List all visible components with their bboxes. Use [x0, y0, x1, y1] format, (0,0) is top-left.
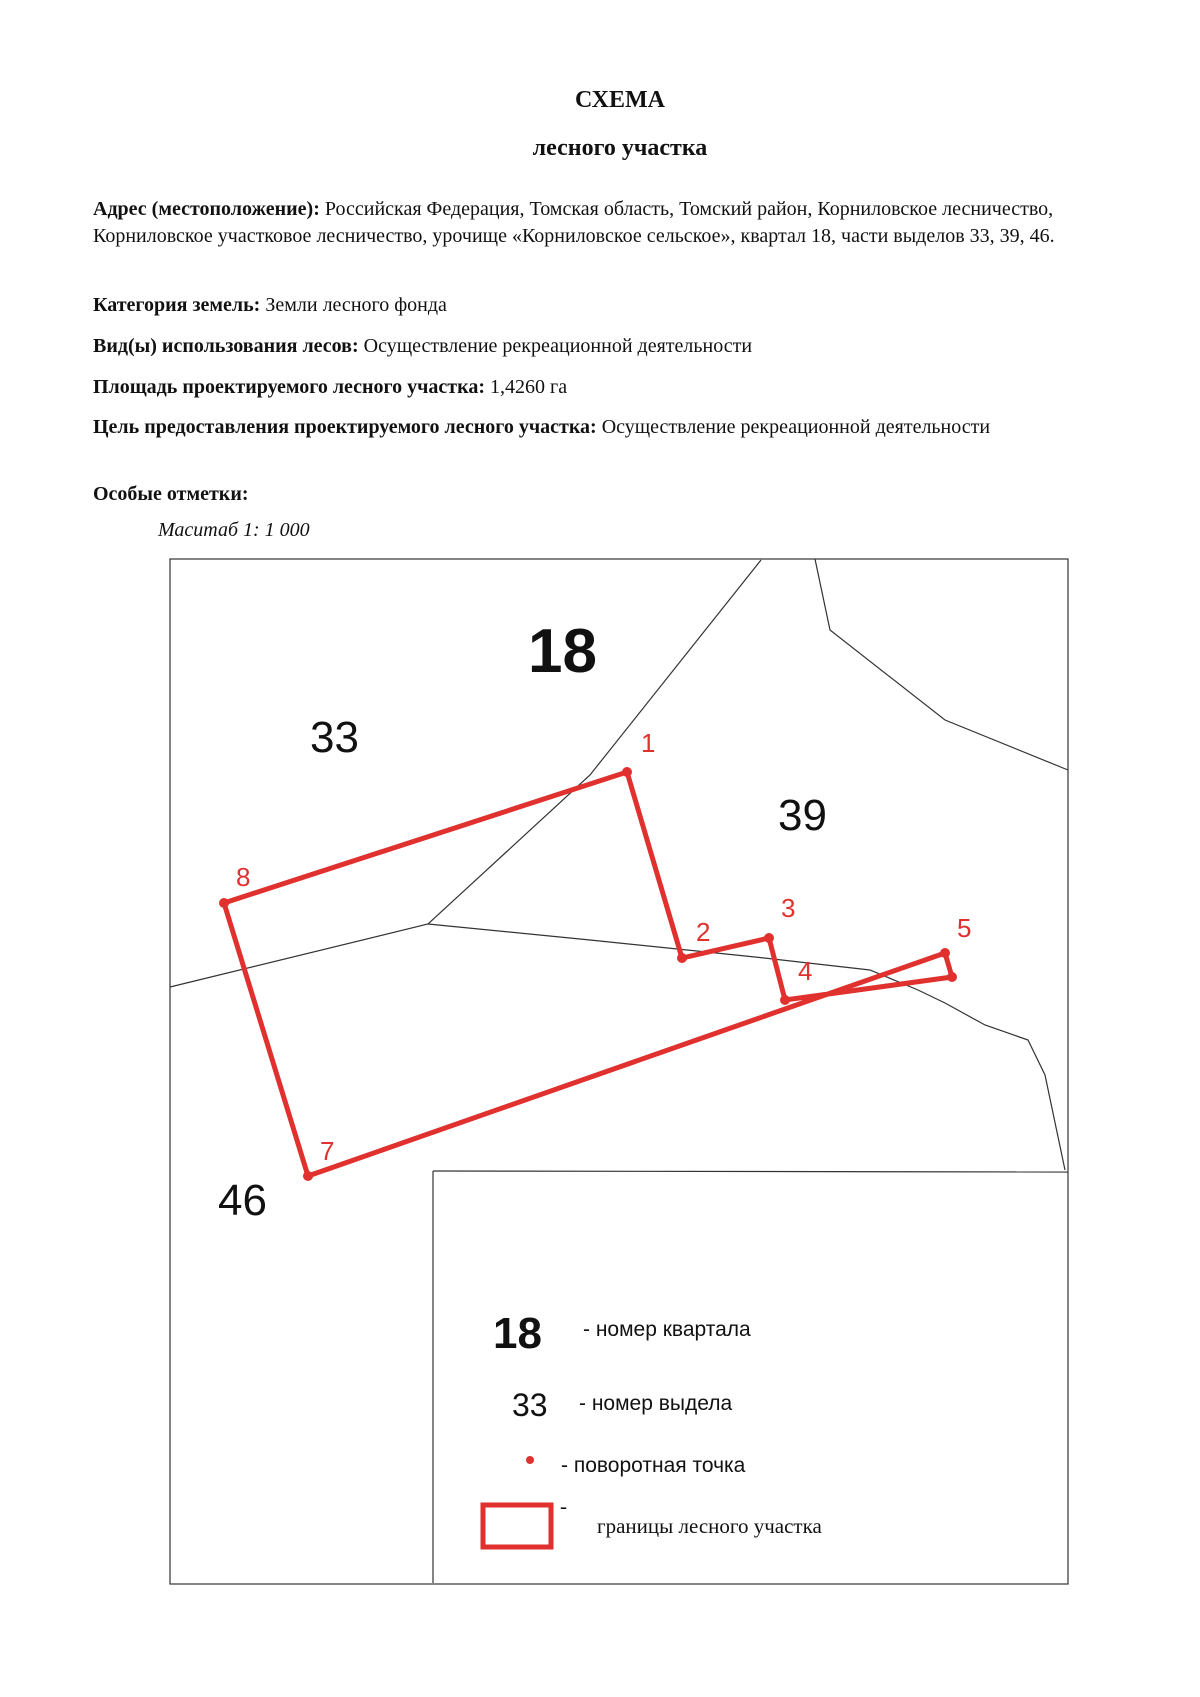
plot-number: 39 — [778, 791, 827, 840]
point-label: 7 — [320, 1136, 335, 1166]
turning-point — [677, 953, 687, 963]
division-line-39-46 — [428, 924, 1065, 1170]
plot-number: 33 — [310, 713, 359, 762]
point-label: 5 — [957, 913, 972, 943]
turning-point — [940, 948, 950, 958]
legend-point-text: - поворотная точка — [561, 1454, 746, 1477]
area-label: Площадь проектируемого лесного участка: — [93, 376, 486, 398]
scale-label: Маситаб 1: 1 000 — [158, 519, 310, 541]
legend-plot-sample: 33 — [512, 1387, 548, 1423]
quarter-number: 18 — [528, 617, 597, 686]
legend-quarter-text: - номер квартала — [583, 1318, 751, 1341]
legend-quarter-sample: 18 — [493, 1309, 542, 1358]
legend-box-top — [433, 1171, 1068, 1172]
usage-label: Вид(ы) использования лесов: — [93, 335, 359, 357]
point-label: 1 — [641, 728, 656, 758]
turning-point — [219, 898, 229, 908]
turning-point — [764, 933, 774, 943]
usage-value: Осуществление рекреационной деятельности — [363, 335, 753, 357]
point-label: 8 — [236, 862, 251, 892]
purpose-label: Цель предоставления проектируемого лесного участка: — [93, 416, 597, 438]
turning-point — [622, 767, 632, 777]
page-subtitle: лесного участка — [532, 135, 708, 161]
division-lines — [170, 559, 1068, 1583]
turning-points — [219, 767, 957, 1181]
turning-point — [780, 995, 790, 1005]
address-label: Адрес (местоположение): — [93, 198, 320, 220]
map-frame — [170, 559, 1068, 1584]
legend-point-icon — [526, 1456, 534, 1464]
area-value: 1,4260 га — [490, 376, 568, 398]
plot-number: 46 — [218, 1176, 267, 1225]
plot-boundary — [224, 772, 952, 1176]
legend-plot-text: - номер выдела — [579, 1392, 733, 1415]
notes-label: Особые отметки: — [93, 483, 249, 505]
category-label: Категория земель: — [93, 294, 261, 316]
division-line-quarter — [815, 559, 1068, 770]
legend — [483, 1309, 822, 1547]
point-label: 3 — [781, 893, 796, 923]
address-value: Российская Федерация, Томская область, Томский район, Корниловское лесничество, Корниловское участковое лесничество, урочище «Корниловское сельское», квартал 18, части выделов 33, 39, 46. — [93, 198, 1055, 247]
purpose-value: Осуществление рекреационной деятельности — [601, 416, 991, 438]
legend-boundary-icon — [483, 1505, 551, 1547]
point-label: 4 — [798, 956, 813, 986]
category-value: Земли лесного фонда — [265, 294, 447, 316]
legend-boundary-text: границы лесного участка — [597, 1514, 822, 1538]
turning-point — [947, 972, 957, 982]
point-labels — [236, 728, 971, 1166]
page-title: СХЕМА — [574, 87, 666, 113]
turning-point — [303, 1171, 313, 1181]
legend-boundary-dash: - — [560, 1494, 567, 1518]
point-label: 2 — [696, 917, 711, 947]
